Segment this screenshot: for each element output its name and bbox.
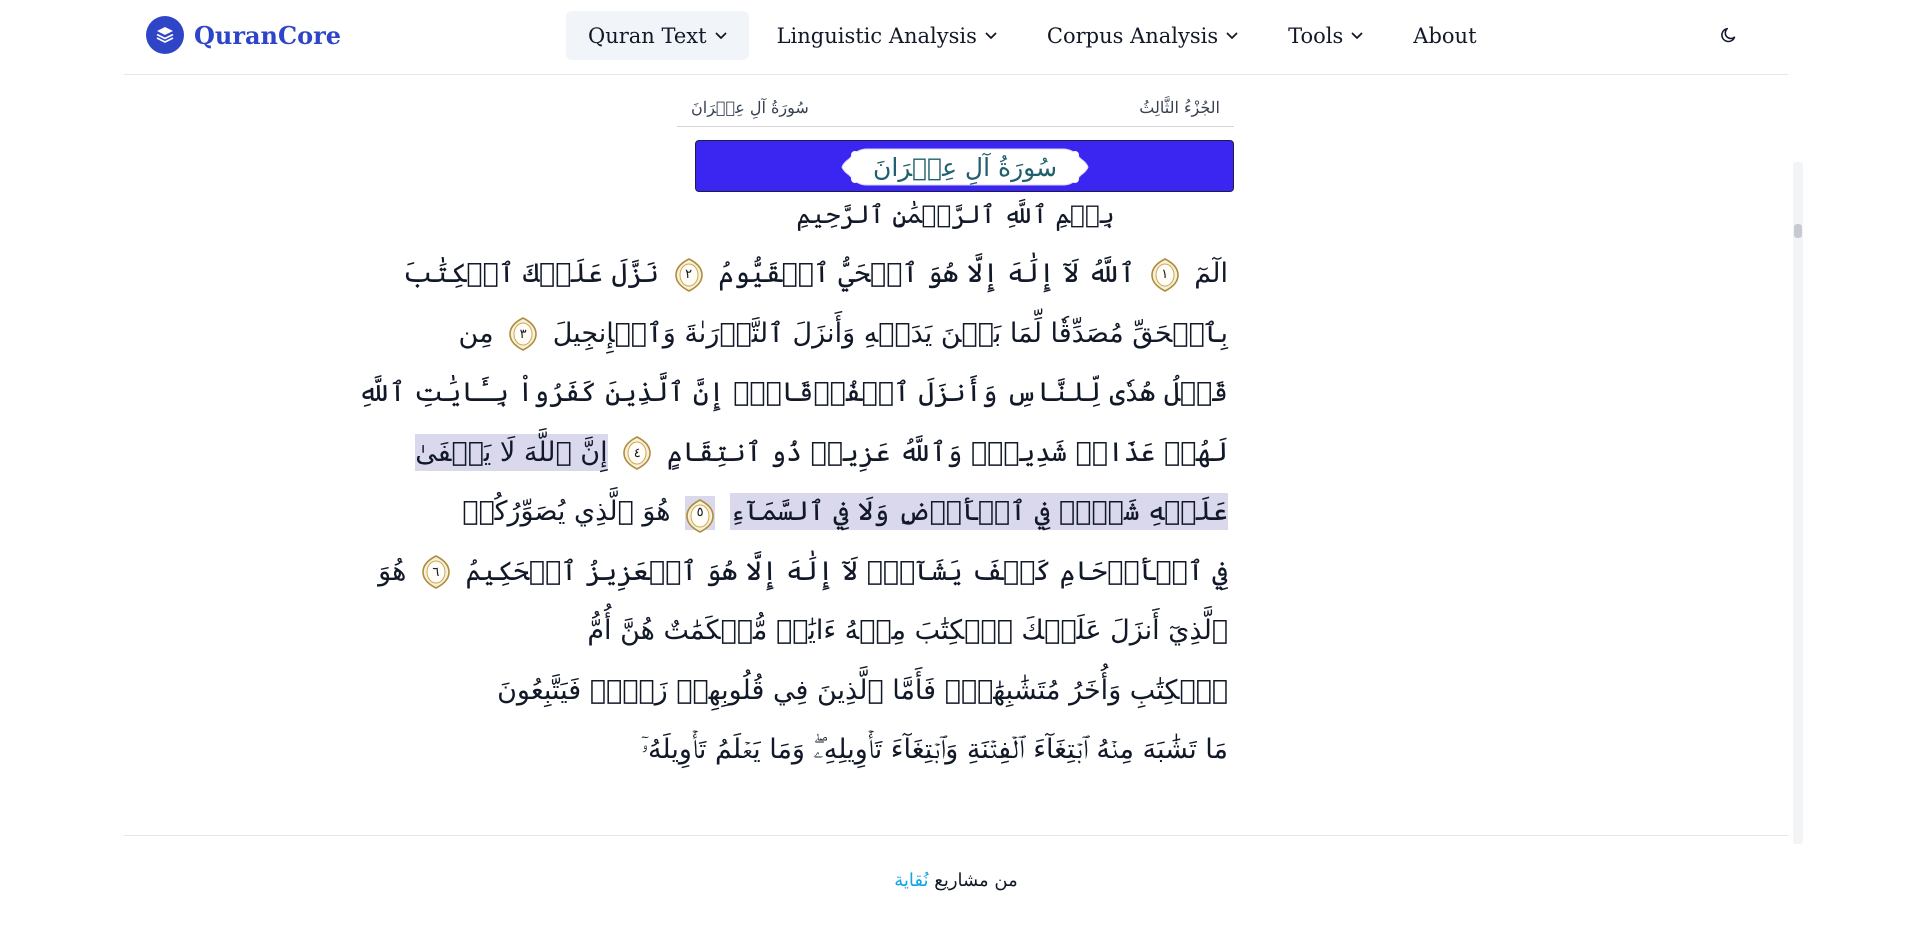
surah-title-holder xyxy=(841,145,1089,189)
verse-text[interactable]: هُوَ xyxy=(378,555,407,587)
verse-text[interactable]: مَا تَشَٰبَهَ مِنۡهُ ٱبۡتِغَآءَ ٱلۡفِتۡنَةِ وَٱبۡتِغَآءَ تَأۡوِيلِهِۦۖ وَمَا يَعۡلَمُ تَأۡوِيلَهُۥٓ xyxy=(641,734,1228,765)
main-content xyxy=(124,76,1788,834)
surah-title-banner xyxy=(695,140,1234,192)
verse-text[interactable]: مِن xyxy=(458,317,494,349)
nav-tools[interactable] xyxy=(1266,11,1385,60)
layers-icon xyxy=(146,16,184,54)
quran-line xyxy=(378,542,1234,602)
logo-link[interactable] xyxy=(146,16,341,54)
verse-text[interactable]: الٓمٓ xyxy=(1194,258,1228,289)
main-nav xyxy=(566,11,1505,60)
page-header xyxy=(677,92,1234,127)
verse-text[interactable]: ٱلَّذِيٓ أَنزَلَ عَلَيۡكَ ٱلۡكِتَٰبَ مِنۡهُ ءَايَٰتٞ مُّحۡكَمَٰتٌ هُنَّ أُمُّ xyxy=(587,615,1228,646)
nav-label: Corpus Analysis xyxy=(1046,23,1219,48)
scrollbar-thumb[interactable] xyxy=(1794,224,1802,238)
verse-text[interactable]: فِي ٱلۡأَرۡحَامِ كَيۡفَ يَشَآءُۚ لَآ إِلَٰهَ إِلَّا هُوَ ٱلۡعَزِيزُ ٱلۡحَكِيمُ xyxy=(465,555,1228,587)
quran-line xyxy=(415,423,1234,483)
ayah-number: ٥ xyxy=(696,505,704,520)
juz-label: الجُزْءُ الثَّالِثُ xyxy=(1139,98,1220,117)
ayah-number: ٤ xyxy=(633,445,641,461)
nav-corpus-analysis[interactable] xyxy=(1025,11,1260,60)
moon-icon xyxy=(1720,26,1738,48)
highlighted-verse-text[interactable]: إِنَّ ٱللَّهَ لَا يَخۡفَىٰ xyxy=(415,434,607,471)
ayah-number: ٢ xyxy=(685,267,693,282)
nav-label: About xyxy=(1413,23,1477,48)
quran-line xyxy=(587,601,1234,661)
verse-text[interactable]: هُوَ ٱلَّذِي يُصَوِّرُكُمۡ xyxy=(462,496,671,527)
ayah-marker[interactable] xyxy=(1150,258,1180,292)
mushaf-page xyxy=(357,92,1234,770)
quran-line xyxy=(458,304,1234,364)
ayah-marker[interactable] xyxy=(508,317,538,351)
nav-linguistic-analysis[interactable] xyxy=(755,11,1019,60)
nav-label: Linguistic Analysis xyxy=(776,23,977,48)
nav-quran-text[interactable] xyxy=(566,11,749,60)
chevron-down-icon xyxy=(985,32,997,40)
ayah-marker[interactable] xyxy=(674,258,704,292)
verse-text[interactable]: ٱلۡكِتَٰبِ وَأُخَرُ مُتَشَٰبِهَٰتٞۖ فَأَمَّا ٱلَّذِينَ فِي قُلُوبِهِمۡ زَيۡغٞ فَيَتَّبِعُونَ xyxy=(497,674,1228,706)
quran-line xyxy=(357,363,1234,423)
quran-line xyxy=(462,482,1234,542)
site-header xyxy=(124,0,1788,75)
chevron-down-icon xyxy=(715,32,727,40)
scrollbar-track[interactable] xyxy=(1793,162,1803,844)
theme-toggle-button[interactable] xyxy=(1716,24,1742,50)
ayah-number: ١ xyxy=(1161,267,1169,282)
basmala: بِسۡمِ ٱللَّهِ ٱلرَّحۡمَٰنِ ٱلرَّحِيمِ xyxy=(796,200,1115,229)
footer-credit xyxy=(124,870,1788,891)
ayah-marker[interactable] xyxy=(622,436,652,470)
verse-text[interactable]: نَزَّلَ عَلَيۡكَ ٱلۡكِتَٰبَ xyxy=(403,258,660,289)
quran-line xyxy=(641,720,1234,780)
verse-text[interactable]: قَبۡلُ هُدٗى لِّلنَّاسِ وَأَنزَلَ ٱلۡفُرۡقَانَۗ إِنَّ ٱلَّذِينَ كَفَرُواْ بِـَٔايَٰتِ ٱللَّهِ xyxy=(357,377,1228,408)
footer-link[interactable]: نُقاية xyxy=(894,870,929,891)
verse-text[interactable]: بِٱلۡحَقِّ مُصَدِّقٗا لِّمَا بَيۡنَ يَدَيۡهِ وَأَنزَلَ ٱلتَّوۡرَىٰةَ وَٱلۡإِنجِيلَ xyxy=(552,317,1228,349)
logo-text: QuranCore xyxy=(194,20,342,50)
surah-title: سُورَةُ آلِ عِمۡرَانَ xyxy=(872,152,1058,182)
verse-text[interactable]: ٱللَّهُ لَآ إِلَٰهَ إِلَّا هُوَ ٱلۡحَيُّ ٱلۡقَيُّومُ xyxy=(718,258,1136,289)
ayah-number: ٦ xyxy=(432,564,440,580)
verse-text[interactable]: لَهُمۡ عَذَابٞ شَدِيدٞۗ وَٱللَّهُ عَزِيزٞ ذُو ٱنتِقَامٍ xyxy=(666,436,1228,468)
quran-lines xyxy=(357,244,1234,780)
footer-prefix: من مشاريع xyxy=(934,870,1018,891)
highlighted-verse-text[interactable]: عَلَيۡهِ شَيۡءٞ فِي ٱلۡأَرۡضِ وَلَا فِي ٱلسَّمَآءِ xyxy=(730,493,1228,530)
quran-line xyxy=(403,244,1234,304)
ayah-number: ٣ xyxy=(519,326,527,342)
nav-label: Quran Text xyxy=(588,23,707,48)
ayah-marker[interactable] xyxy=(421,555,451,589)
chevron-down-icon xyxy=(1226,32,1238,40)
nav-about[interactable] xyxy=(1391,11,1498,60)
surah-header-label: سُورَةُ آلِ عِمۡرَانَ xyxy=(691,98,809,117)
chevron-down-icon xyxy=(1351,32,1363,40)
quran-line xyxy=(497,661,1234,721)
site-footer xyxy=(124,835,1788,927)
ayah-marker[interactable] xyxy=(685,496,715,530)
nav-label: Tools xyxy=(1288,23,1344,48)
